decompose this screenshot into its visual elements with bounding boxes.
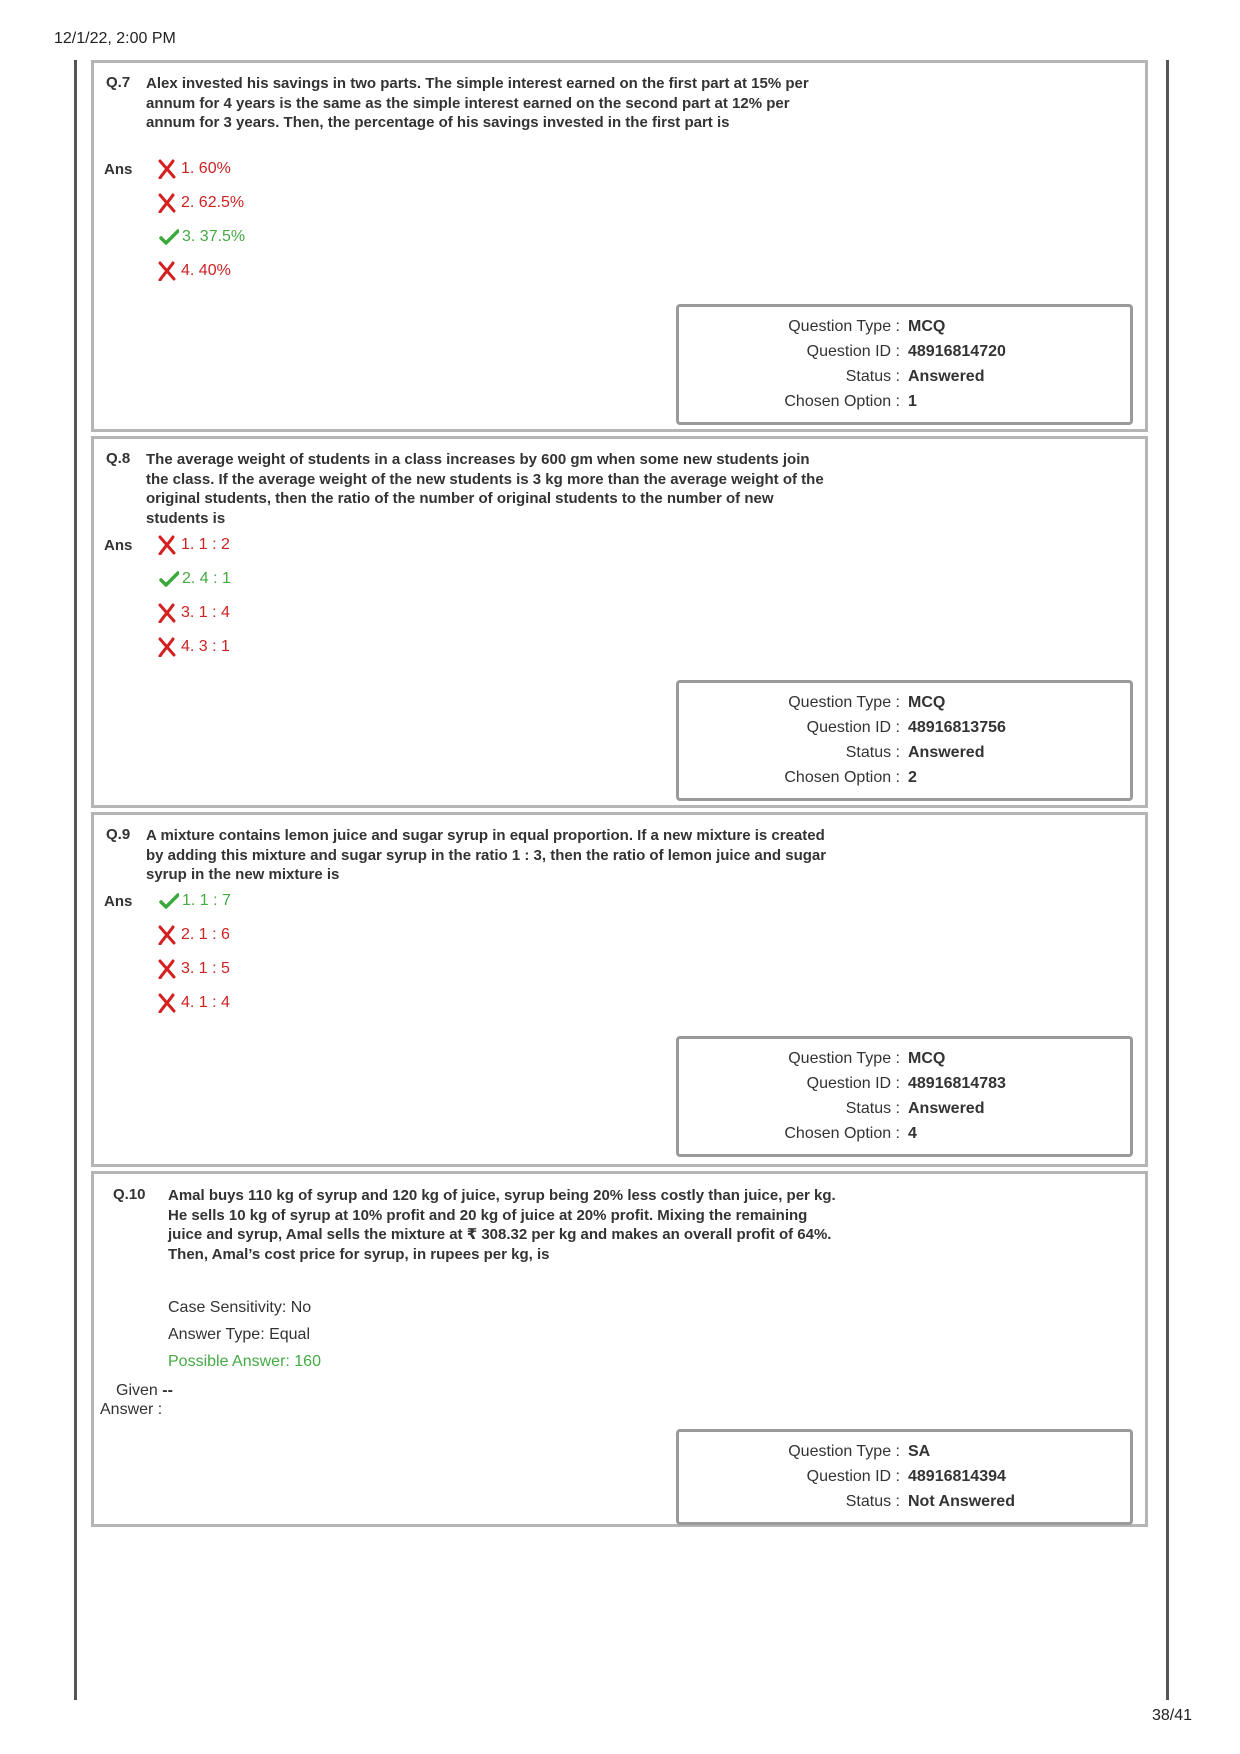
option-4: [157, 993, 230, 1013]
meta-value: MCQ: [908, 318, 946, 335]
ans-label: Ans: [104, 537, 133, 554]
meta-value: 48916814720: [908, 343, 1006, 360]
option-label: 2. 1 : 6: [181, 926, 230, 943]
cross-icon: [157, 959, 177, 979]
meta-label: Question ID :: [806, 1075, 900, 1092]
meta-label: Chosen Option :: [784, 769, 900, 786]
meta-value: Not Answered: [908, 1493, 1015, 1510]
option-1: [157, 891, 231, 911]
answer-type: Answer Type: Equal: [168, 1326, 311, 1343]
possible-answer: Possible Answer: 160: [168, 1353, 321, 1370]
meta-label: Status :: [845, 744, 900, 761]
question-block-q9: [91, 812, 1148, 1167]
meta-label: Chosen Option :: [784, 1125, 900, 1142]
option-label: 2. 62.5%: [181, 194, 245, 211]
option-label: 3. 1 : 4: [181, 604, 230, 621]
option-3: [157, 959, 230, 979]
check-icon: [159, 891, 179, 911]
meta-label: Question ID :: [806, 1468, 900, 1485]
question-block-q8: [91, 436, 1148, 808]
cross-icon: [157, 925, 177, 945]
option-2: [157, 193, 244, 213]
meta-value: Answered: [908, 744, 985, 761]
meta-box: [676, 1429, 1133, 1525]
meta-value: MCQ: [908, 1050, 946, 1067]
question-number: Q.9: [106, 826, 131, 843]
meta-value: 4: [908, 1125, 917, 1142]
question-number: Q.8: [106, 450, 131, 467]
meta-label: Chosen Option :: [784, 393, 900, 410]
meta-label: Question Type :: [788, 318, 900, 335]
question-number: Q.7: [106, 74, 131, 91]
option-1: [157, 159, 231, 179]
right-border-line: [1166, 60, 1169, 1700]
question-block-q7: [91, 60, 1148, 432]
given-answer-value: --: [162, 1382, 173, 1399]
ans-label: Ans: [104, 161, 133, 178]
option-2: [157, 925, 230, 945]
option-3: [157, 603, 230, 623]
cross-icon: [157, 603, 177, 623]
meta-value: SA: [908, 1443, 931, 1460]
option-2: [157, 569, 231, 589]
meta-value: Answered: [908, 368, 985, 385]
check-icon: [159, 569, 179, 589]
meta-label: Question Type :: [788, 694, 900, 711]
option-label: 4. 1 : 4: [181, 994, 230, 1011]
meta-label: Question Type :: [788, 1050, 900, 1067]
check-icon: [159, 227, 179, 247]
cross-icon: [157, 159, 177, 179]
option-label: 4. 40%: [181, 262, 231, 279]
meta-value: 48916814394: [908, 1468, 1006, 1485]
meta-label: Question Type :: [788, 1443, 900, 1460]
option-label: 4. 3 : 1: [181, 638, 230, 655]
left-border-line: [74, 60, 77, 1700]
meta-label: Question ID :: [806, 719, 900, 736]
cross-icon: [157, 535, 177, 555]
meta-label: Question ID :: [806, 343, 900, 360]
option-label: 1. 60%: [181, 160, 231, 177]
question-text: Amal buys 110 kg of syrup and 120 kg of juice, syrup being 20% less costly than juice, per kg. He sells 10 kg of syrup at 10% profit and 20 kg of juice at 20% profit. Mixing the remaining juice and syrup, Amal sells the mixture at ₹ 308.32 per kg and makes an overall profit of 64%. Then, Amal’s cost price for syrup, in rupees per kg, is: [168, 1187, 836, 1263]
meta-label: Status :: [845, 368, 900, 385]
option-label: 3. 37.5%: [182, 228, 246, 245]
given-answer: [100, 1381, 173, 1419]
option-label: 1. 1 : 2: [181, 536, 230, 553]
given-answer-row: [100, 1381, 173, 1400]
option-4: [157, 261, 231, 281]
cross-icon: [157, 193, 177, 213]
question-text: Alex invested his savings in two parts. The simple interest earned on the first part at 15% per annum for 4 years is the same as the simple interest earned on the second part at 12% per annum for 3 years. Then, the percentage of his savings invested in the first part is: [146, 75, 809, 131]
meta-box: [676, 1036, 1133, 1157]
meta-value: Answered: [908, 1100, 985, 1117]
option-label: 1. 1 : 7: [182, 892, 231, 909]
meta-label: Status :: [845, 1100, 900, 1117]
meta-value: 1: [908, 393, 917, 410]
meta-value: MCQ: [908, 694, 946, 711]
page-number: 38/41: [1151, 1707, 1192, 1724]
option-3: [157, 227, 245, 247]
option-4: [157, 637, 230, 657]
ans-label: Ans: [104, 893, 133, 910]
timestamp: 12/1/22, 2:00 PM: [54, 30, 176, 47]
meta-value: 2: [908, 769, 917, 786]
cross-icon: [157, 993, 177, 1013]
question-text: The average weight of students in a class increases by 600 gm when some new students join the class. If the average weight of the new students is 3 kg more than the average weight of the original students, then the ratio of the number of original students to the number of new students is: [146, 451, 824, 527]
option-label: 2. 4 : 1: [182, 570, 231, 587]
question-block-q10: [91, 1171, 1148, 1527]
cross-icon: [157, 261, 177, 281]
option-label: 3. 1 : 5: [181, 960, 230, 977]
meta-box: [676, 680, 1133, 801]
meta-label: Status :: [845, 1493, 900, 1510]
meta-box: [676, 304, 1133, 425]
meta-value: 48916814783: [908, 1075, 1006, 1092]
case-sensitivity: Case Sensitivity: No: [168, 1299, 312, 1316]
answer-label: Answer :: [100, 1401, 163, 1418]
given-label: Given: [116, 1382, 158, 1399]
meta-value: 48916813756: [908, 719, 1006, 736]
question-text: A mixture contains lemon juice and sugar syrup in equal proportion. If a new mixture is created by adding this mixture and sugar syrup in the ratio 1 : 3, then the ratio of lemon juice and sugar syrup in the new mixture is: [146, 827, 827, 883]
option-1: [157, 535, 230, 555]
cross-icon: [157, 637, 177, 657]
question-number: Q.10: [113, 1186, 146, 1203]
